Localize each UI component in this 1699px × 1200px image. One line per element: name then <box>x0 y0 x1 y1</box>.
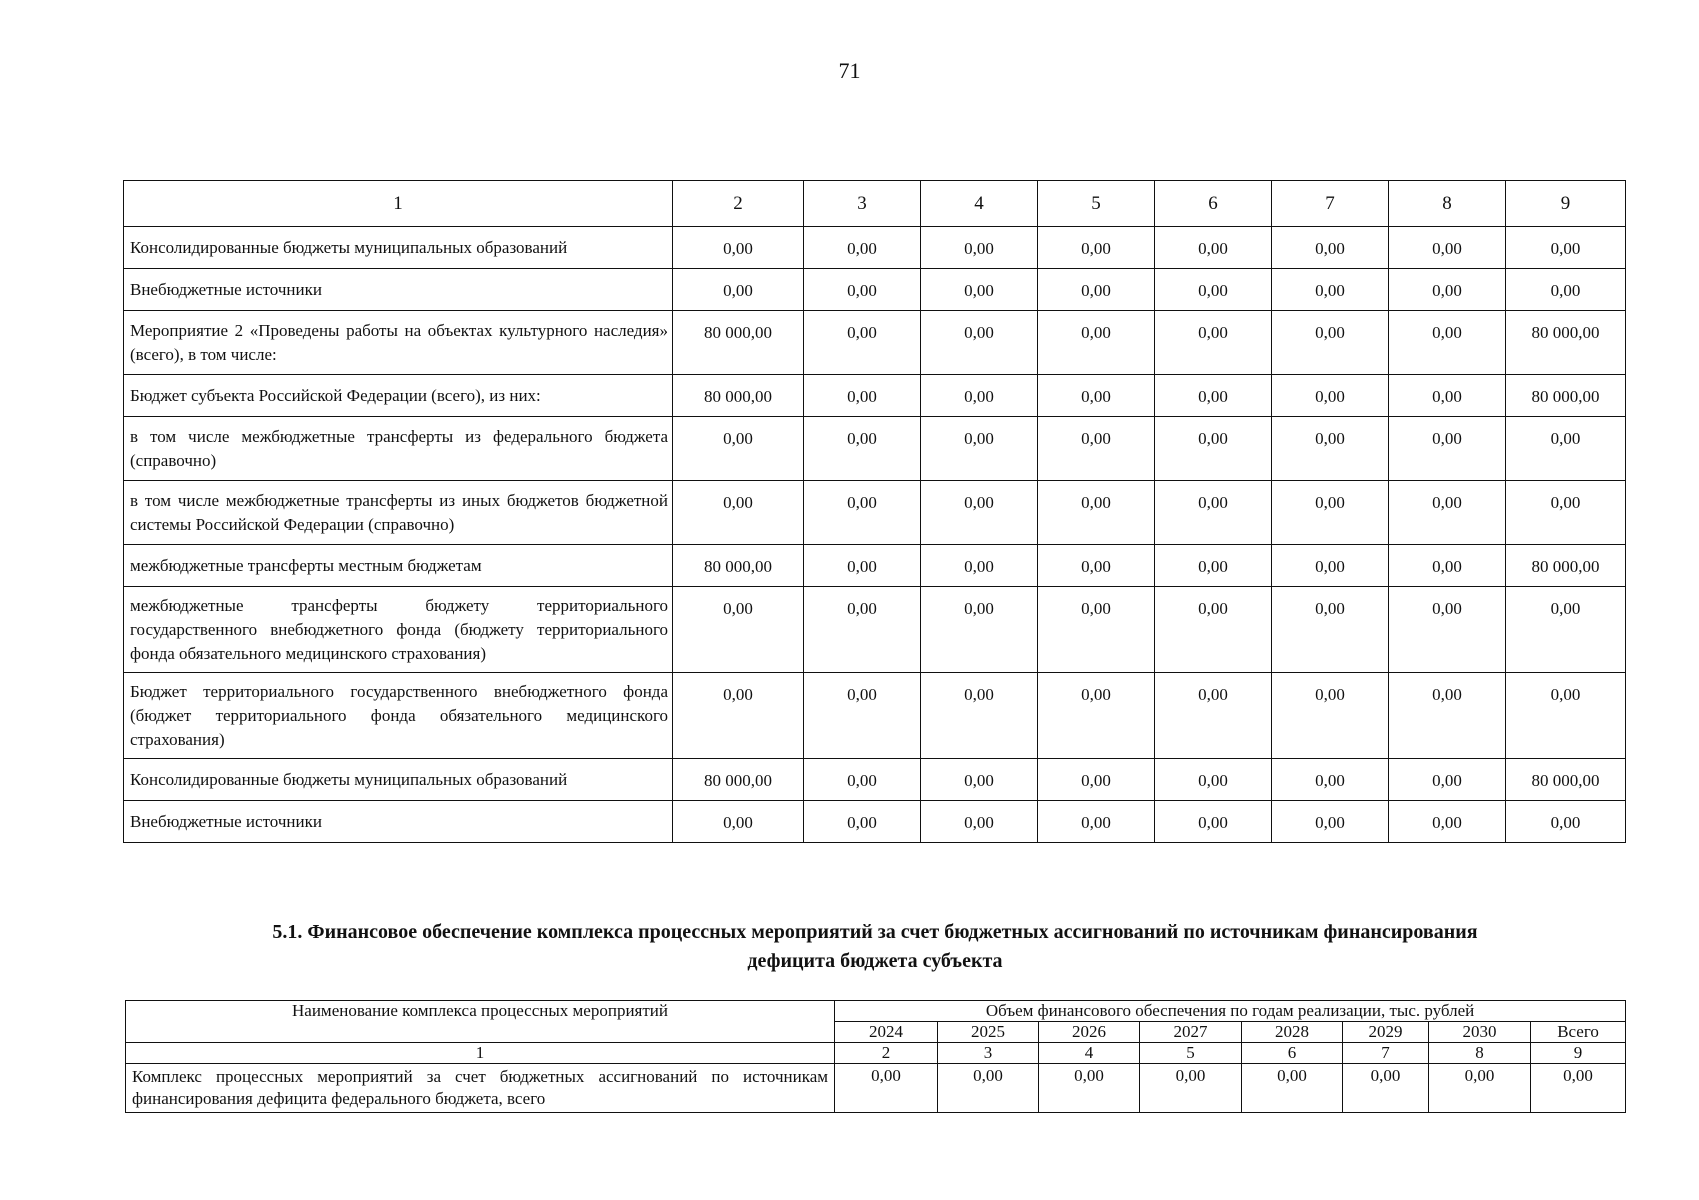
page-number: 71 <box>838 58 861 83</box>
column-number: 5 <box>1140 1043 1242 1064</box>
table-cell: 0,00 <box>921 417 1038 481</box>
table-cell: 0,00 <box>804 481 921 545</box>
table-cell: 0,00 <box>673 269 804 311</box>
row-label: Внебюджетные источники <box>124 269 673 311</box>
row-label: Консолидированные бюджеты муниципальных образований <box>124 759 673 801</box>
table-cell: 0,00 <box>1038 801 1155 843</box>
table-cell: 0,00 <box>1272 801 1389 843</box>
table-cell: 0,00 <box>1155 481 1272 545</box>
table-cell: 0,00 <box>938 1064 1039 1113</box>
table-cell: 0,00 <box>804 545 921 587</box>
table-cell: 0,00 <box>1038 311 1155 375</box>
table-cell: 0,00 <box>804 759 921 801</box>
table-cell: 0,00 <box>1038 227 1155 269</box>
table-cell: 0,00 <box>1429 1064 1531 1113</box>
table-cell: 0,00 <box>804 269 921 311</box>
table-cell: 0,00 <box>1155 375 1272 417</box>
table-cell: 0,00 <box>1272 227 1389 269</box>
table-cell: 0,00 <box>1272 481 1389 545</box>
table-cell: 0,00 <box>804 375 921 417</box>
table-cell: 0,00 <box>1506 269 1626 311</box>
column-header: 1 <box>124 181 673 227</box>
table-cell: 80 000,00 <box>673 545 804 587</box>
table-cell: 0,00 <box>921 545 1038 587</box>
table-cell: 0,00 <box>921 673 1038 759</box>
table-cell: 0,00 <box>1242 1064 1343 1113</box>
table-cell: 0,00 <box>1038 545 1155 587</box>
table-cell: 0,00 <box>1155 759 1272 801</box>
year-header: 2027 <box>1140 1022 1242 1043</box>
table-cell: 0,00 <box>673 481 804 545</box>
table-cell: 0,00 <box>673 801 804 843</box>
row-label: Внебюджетные источники <box>124 801 673 843</box>
table-row <box>124 673 1626 759</box>
table-cell: 0,00 <box>1155 587 1272 673</box>
row-label: Консолидированные бюджеты муниципальных образований <box>124 227 673 269</box>
table-cell: 0,00 <box>1155 311 1272 375</box>
table-cell: 0,00 <box>1272 587 1389 673</box>
table-cell: 0,00 <box>1272 673 1389 759</box>
financing-table <box>125 1000 1626 1113</box>
table-cell: 0,00 <box>835 1064 938 1113</box>
column-number: 4 <box>1039 1043 1140 1064</box>
row-label: Комплекс процессных мероприятий за счет бюджетных ассигнований по источникам финансирования дефицита федерального бюджета, всего <box>126 1064 835 1113</box>
table-cell: 0,00 <box>1389 269 1506 311</box>
table-cell: 0,00 <box>921 375 1038 417</box>
table-row <box>124 269 1626 311</box>
column-header: 6 <box>1155 181 1272 227</box>
table-cell: 0,00 <box>804 801 921 843</box>
table-cell: 0,00 <box>1038 759 1155 801</box>
table-cell: 0,00 <box>921 759 1038 801</box>
table-cell: 0,00 <box>1038 673 1155 759</box>
table-cell: 0,00 <box>1272 269 1389 311</box>
column-number: 8 <box>1429 1043 1531 1064</box>
table-cell: 0,00 <box>1389 545 1506 587</box>
table-cell: 0,00 <box>673 587 804 673</box>
table-cell: 0,00 <box>1272 417 1389 481</box>
table-cell: 0,00 <box>921 227 1038 269</box>
table-cell: 0,00 <box>1389 481 1506 545</box>
table-cell: 0,00 <box>673 227 804 269</box>
table-row <box>124 587 1626 673</box>
table-cell: 80 000,00 <box>1506 311 1626 375</box>
table-cell: 80 000,00 <box>1506 545 1626 587</box>
table-cell: 0,00 <box>1389 759 1506 801</box>
row-label: Бюджет субъекта Российской Федерации (всего), из них: <box>124 375 673 417</box>
section-title <box>130 918 1620 976</box>
row-label: в том числе межбюджетные трансферты из иных бюджетов бюджетной системы Российской Федерации (справочно) <box>124 481 673 545</box>
column-header: 2 <box>673 181 804 227</box>
table-cell: 0,00 <box>1039 1064 1140 1113</box>
name-column-header: Наименование комплекса процессных мероприятий <box>126 1001 835 1043</box>
table-cell: 0,00 <box>1038 269 1155 311</box>
column-header: 8 <box>1389 181 1506 227</box>
table-cell: 80 000,00 <box>673 759 804 801</box>
table-cell: 0,00 <box>1155 269 1272 311</box>
table-cell: 0,00 <box>804 673 921 759</box>
table-cell: 0,00 <box>1140 1064 1242 1113</box>
table-cell: 0,00 <box>921 311 1038 375</box>
table-cell: 0,00 <box>1389 801 1506 843</box>
table-cell: 0,00 <box>1389 311 1506 375</box>
column-number: 7 <box>1343 1043 1429 1064</box>
table-header-row <box>124 181 1626 227</box>
table-cell: 0,00 <box>921 587 1038 673</box>
table-cell: 0,00 <box>804 417 921 481</box>
table-row <box>124 801 1626 843</box>
table-cell: 0,00 <box>804 587 921 673</box>
table-cell: 0,00 <box>1389 417 1506 481</box>
table-row <box>124 227 1626 269</box>
table-cell: 0,00 <box>921 801 1038 843</box>
table-cell: 0,00 <box>1155 673 1272 759</box>
table-cell: 80 000,00 <box>673 375 804 417</box>
table-cell: 0,00 <box>921 481 1038 545</box>
column-number: 6 <box>1242 1043 1343 1064</box>
table-cell: 0,00 <box>1272 375 1389 417</box>
year-header: 2028 <box>1242 1022 1343 1043</box>
table-cell: 0,00 <box>1343 1064 1429 1113</box>
table-cell: 0,00 <box>1155 227 1272 269</box>
table-cell: 0,00 <box>921 269 1038 311</box>
table-cell: 80 000,00 <box>1506 375 1626 417</box>
column-header: 9 <box>1506 181 1626 227</box>
row-label: межбюджетные трансферты бюджету территориального государственного внебюджетного фонда (бюджету территориального фонда обязательного медицинского страхования) <box>124 587 673 673</box>
table-cell: 80 000,00 <box>673 311 804 375</box>
table-cell: 0,00 <box>1506 801 1626 843</box>
table-cell: 0,00 <box>673 417 804 481</box>
row-label: Мероприятие 2 «Проведены работы на объектах культурного наследия» (всего), в том числе: <box>124 311 673 375</box>
table-cell: 0,00 <box>1506 481 1626 545</box>
table-cell: 0,00 <box>1155 801 1272 843</box>
table-cell: 0,00 <box>804 227 921 269</box>
table-cell: 0,00 <box>1272 311 1389 375</box>
column-number: 1 <box>126 1043 835 1064</box>
table-cell: 0,00 <box>1506 227 1626 269</box>
row-label: в том числе межбюджетные трансферты из федерального бюджета (справочно) <box>124 417 673 481</box>
table-cell: 0,00 <box>1531 1064 1626 1113</box>
table-cell: 0,00 <box>1038 587 1155 673</box>
column-number: 9 <box>1531 1043 1626 1064</box>
section-title-line-2: дефицита бюджета субъекта <box>747 950 1003 972</box>
table-cell: 0,00 <box>1272 545 1389 587</box>
table-cell: 0,00 <box>1038 417 1155 481</box>
year-header: Всего <box>1531 1022 1626 1043</box>
table-cell: 0,00 <box>1389 375 1506 417</box>
year-header: 2025 <box>938 1022 1039 1043</box>
table-row <box>124 545 1626 587</box>
table-cell: 0,00 <box>1155 545 1272 587</box>
table-cell: 0,00 <box>1389 673 1506 759</box>
section-title-line-1: 5.1. Финансовое обеспечение комплекса процессных мероприятий за счет бюджетных ассигнований по источникам финансирования <box>272 921 1478 943</box>
column-number: 3 <box>938 1043 1039 1064</box>
year-header: 2030 <box>1429 1022 1531 1043</box>
table-cell: 0,00 <box>1155 417 1272 481</box>
table-cell: 0,00 <box>1389 587 1506 673</box>
table-cell: 0,00 <box>1272 759 1389 801</box>
table-cell: 0,00 <box>804 311 921 375</box>
table-row <box>126 1064 1626 1113</box>
table-cell: 0,00 <box>1506 417 1626 481</box>
table-row <box>124 311 1626 375</box>
column-header: 5 <box>1038 181 1155 227</box>
table-row <box>124 417 1626 481</box>
table-cell: 0,00 <box>1506 587 1626 673</box>
table-cell: 0,00 <box>1038 481 1155 545</box>
table-cell: 0,00 <box>1038 375 1155 417</box>
table-row <box>124 759 1626 801</box>
table-row <box>124 481 1626 545</box>
table-cell: 80 000,00 <box>1506 759 1626 801</box>
year-header: 2026 <box>1039 1022 1140 1043</box>
volume-column-header: Объем финансового обеспечения по годам реализации, тыс. рублей <box>835 1001 1626 1022</box>
row-label: межбюджетные трансферты местным бюджетам <box>124 545 673 587</box>
table-cell: 0,00 <box>1389 227 1506 269</box>
column-number: 2 <box>835 1043 938 1064</box>
table-cell: 0,00 <box>1506 673 1626 759</box>
table-row <box>124 375 1626 417</box>
column-header: 4 <box>921 181 1038 227</box>
year-header: 2024 <box>835 1022 938 1043</box>
column-header: 7 <box>1272 181 1389 227</box>
table-cell: 0,00 <box>673 673 804 759</box>
column-numbers-row <box>126 1043 1626 1064</box>
year-header: 2029 <box>1343 1022 1429 1043</box>
row-label: Бюджет территориального государственного внебюджетного фонда (бюджет территориального фонда обязательного медицинского страхования) <box>124 673 673 759</box>
funding-table <box>123 180 1626 843</box>
column-header: 3 <box>804 181 921 227</box>
